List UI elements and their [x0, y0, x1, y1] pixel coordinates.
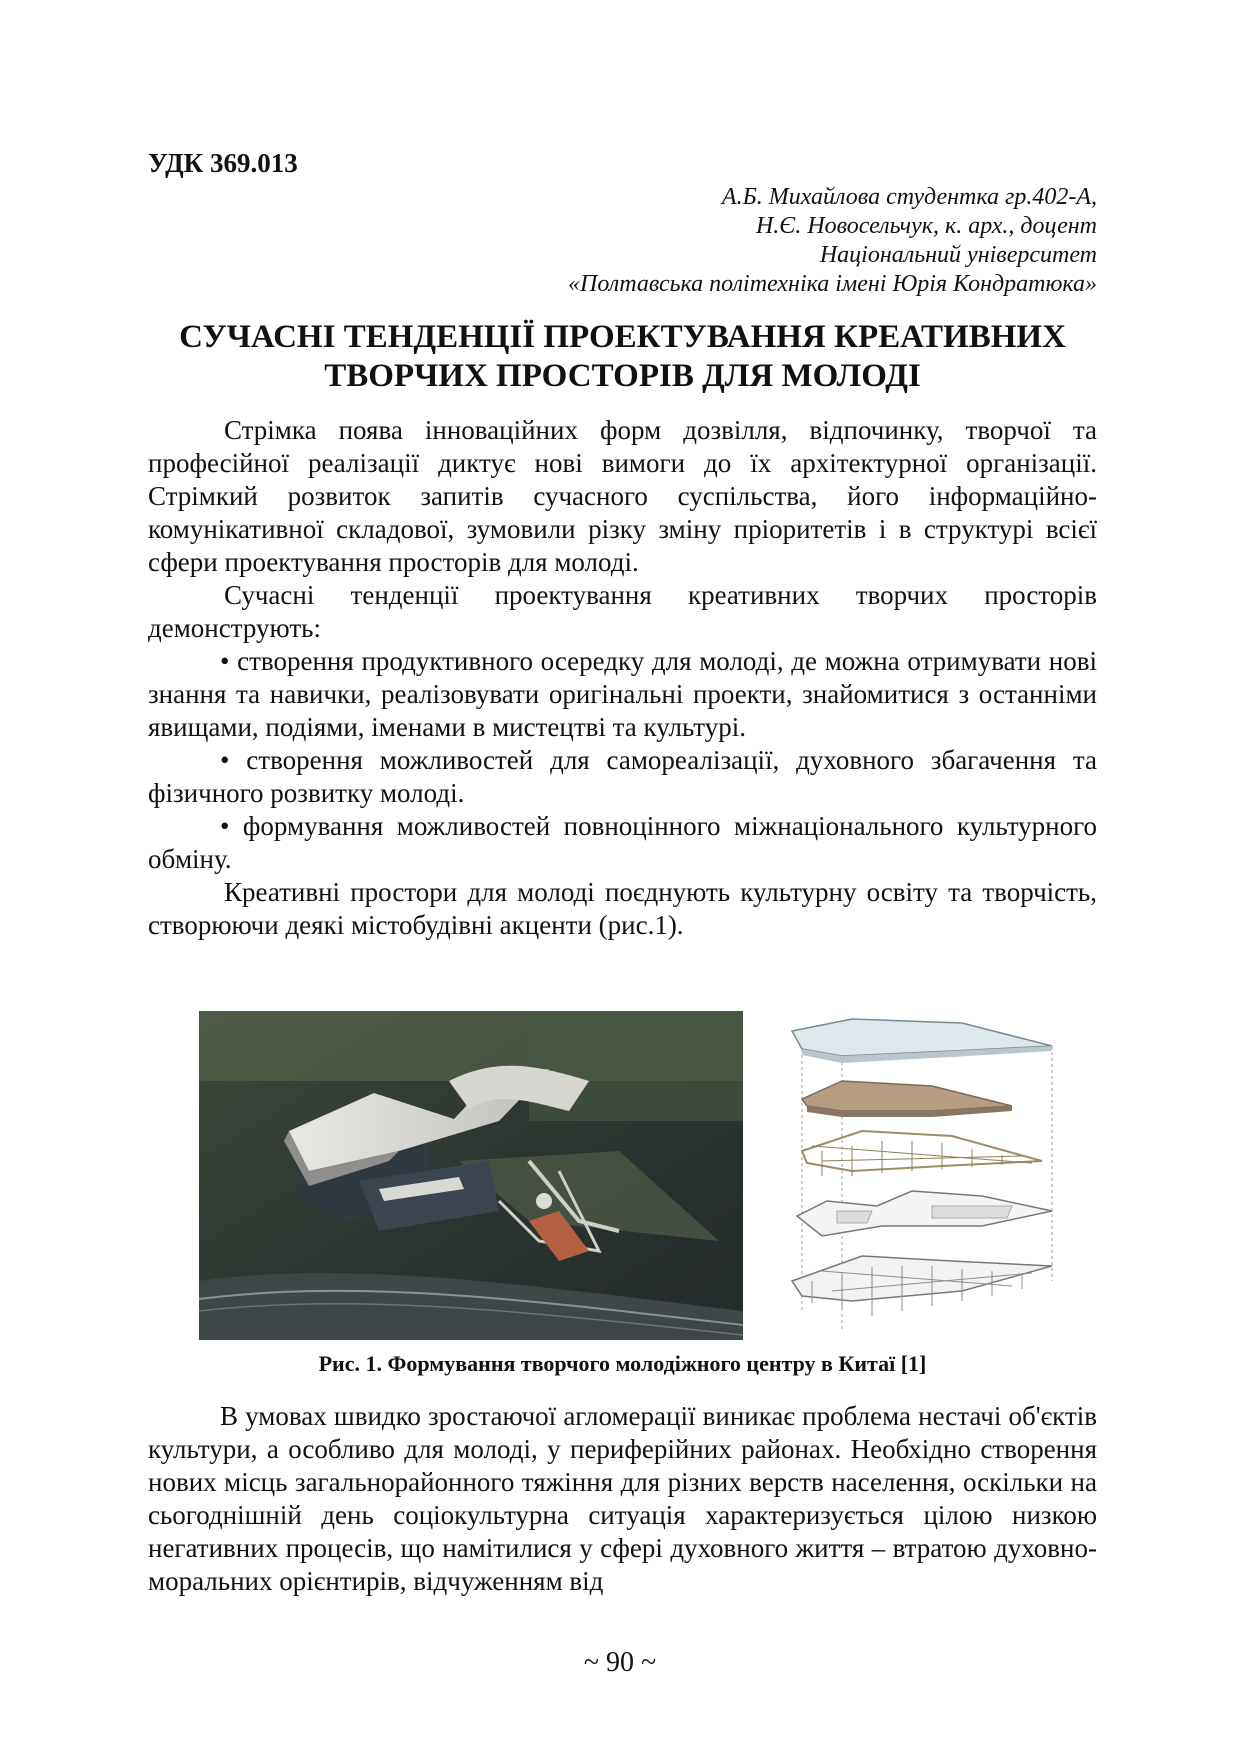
- body-text-bottom: [148, 1400, 1097, 1598]
- udc-code: УДК 369.013: [148, 148, 298, 178]
- bullet-item: • створення можливостей для самореалізації, духовного збагачення та фізичного розвитку молоді.: [148, 745, 1097, 808]
- paper-title: [148, 318, 1097, 396]
- body-text-top: [148, 414, 1097, 942]
- title-line-1: СУЧАСНІ ТЕНДЕНЦІЇ ПРОЕКТУВАННЯ КРЕАТИВНИХ: [179, 319, 1066, 355]
- author-line: Н.Є. Новосельчук, к. арх., доцент: [755, 213, 1097, 239]
- paragraph-after-figure: В умовах швидко зростаючої агломерації виникає проблема нестачі об'єктів культури, а особливо для молоді, у периферійних районах. Необхідно створення нових місць загальнорайонного тяжіння для різних верств населення, оскільки на сьогоднішній день соціокультурна ситуація характеризується цілою низкою негативних процесів, що намітилися у сфері духовного життя – втратою духовно-моральних орієнтирів, відчуженням від: [148, 1401, 1097, 1596]
- paragraph-intro: Стрімка поява інноваційних форм дозвілля, відпочинку, творчої та професійної реалізації диктує нові вимоги до їх архітектурної організації. Стрімкий розвиток запитів сучасного суспільства, його інформаційно-комунікативної складової, зумовили різку зміну пріоритетів і в структурі всієї сфери проектування просторів для молоді.: [148, 415, 1097, 577]
- author-line: А.Б. Михайлова студентка гр.402-А,: [721, 184, 1097, 210]
- title-line-2: ТВОРЧИХ ПРОСТОРІВ ДЛЯ МОЛОДІ: [324, 358, 921, 394]
- figure-caption: Рис. 1. Формування творчого молодіжного центру в Китаї [1]: [318, 1351, 927, 1376]
- bullet-item: • створення продуктивного осередку для молоді, де можна отримувати нові знання та навички, реалізовувати оригінальні проекти, знайомитися з останніми явищами, подіями, іменами в мистецтві та культурі.: [148, 646, 1097, 742]
- affiliation-line: Національний університет: [819, 242, 1097, 268]
- page-number: ~ 90 ~: [583, 1647, 657, 1678]
- paragraph-trends-lead: Сучасні тенденції проектування креативних творчих просторів демонструють:: [148, 580, 1097, 643]
- affiliation-line: «Полтавська політехніка імені Юрія Кондратюка»: [568, 271, 1097, 297]
- aerial-photo: [199, 1011, 743, 1340]
- exploded-axonometric-diagram: [782, 1011, 1073, 1340]
- paragraph-creative: Креативні простори для молоді поєднують культурну освіту та творчість, створюючи деякі містобудівні акценти (рис.1).: [148, 877, 1097, 940]
- bullet-item: • формування можливостей повноцінного міжнаціонального культурного обміну.: [148, 811, 1097, 874]
- author-block: [397, 183, 1097, 299]
